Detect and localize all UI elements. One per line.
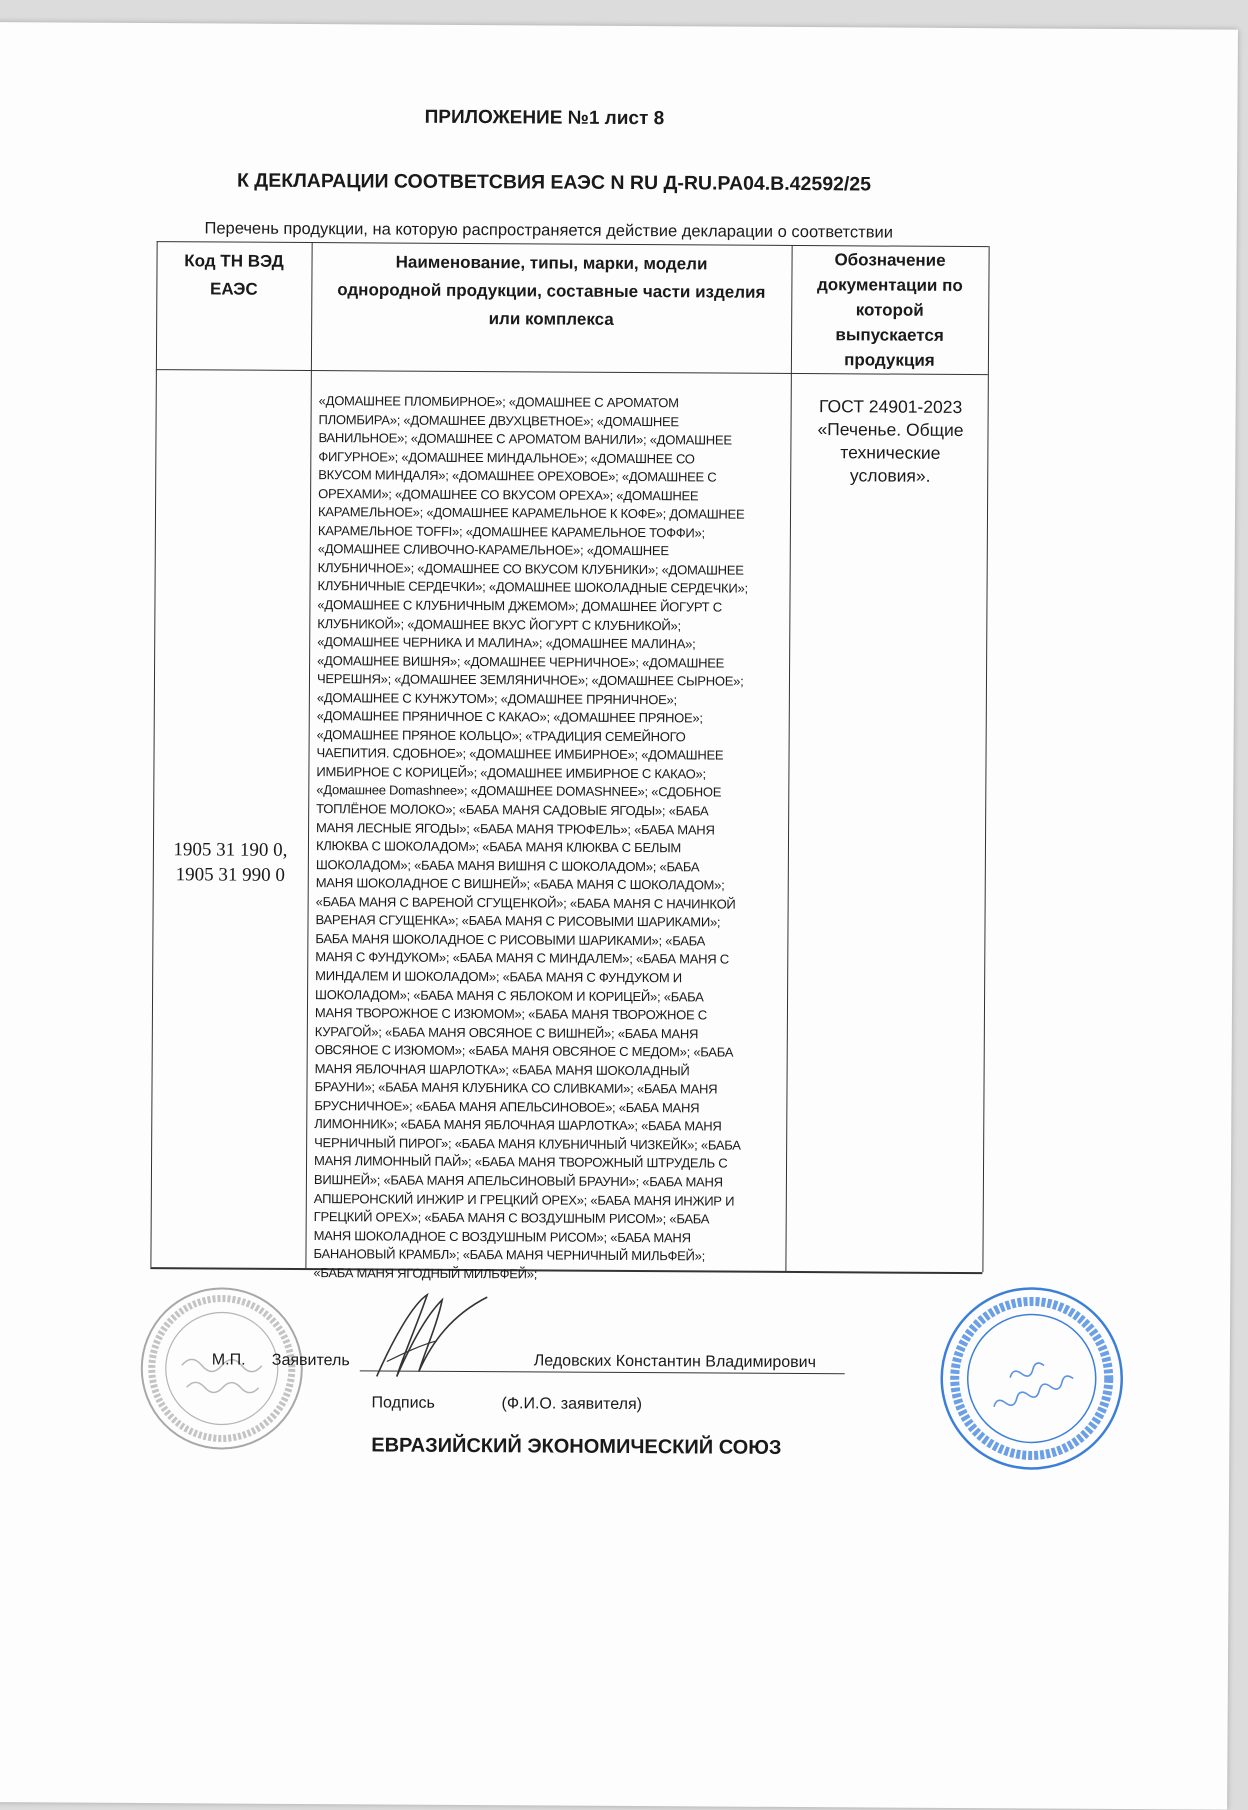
mp-label: М.П. [211,1351,246,1369]
header-line: или комплекса [488,309,614,329]
product-names [313,392,749,1285]
appendix-title: ПРИЛОЖЕНИЕ №1 лист 8 [424,106,665,130]
product-line: ГРЕЦКИЙ ОРЕХ»; «БАБА МАНЯ С ВОЗДУШНЫМ РИСОМ»; «БАБА [313,1209,710,1227]
product-line: МАНЯ С ФУНДУКОМ»; «БАБА МАНЯ С МИНДАЛЕМ»; «БАБА МАНЯ С [315,949,730,967]
product-line: МАНЯ ШОКОЛАДНОЕ С ВОЗДУШНЫМ РИСОМ»; «БАБА МАНЯ [313,1227,691,1245]
list-subtitle: Перечень продукции, на которую распространяется действие декларации о соответствии [204,219,894,242]
product-line: КЛУБНИЧНЫЕ СЕРДЕЧКИ»; «ДОМАШНЕЕ ШОКОЛАДНЫЕ СЕРДЕЧКИ»; [317,578,748,597]
applicant-label: Заявитель [271,1351,350,1370]
product-line: БРУСНИЧНОЕ»; «БАБА МАНЯ АПЕЛЬСИНОВОЕ»; «БАБА МАНЯ [314,1097,700,1116]
header-line: Наименование, типы, марки, модели [395,252,708,274]
product-line: «ДОМАШНЕЕ ПЛОМБИРНОЕ»; «ДОМАШНЕЕ С АРОМАТОМ [318,393,679,411]
header-line: Код ТН ВЭД [184,251,284,271]
product-line: БАНАНОВЫЙ КРАМБЛ»; «БАБА МАНЯ ЧЕРНИЧНЫЙ МИЛЬФЕЙ»; [313,1246,706,1264]
header-line: которой [855,300,924,320]
product-line: МАНЯ ЯБЛОЧНАЯ ШАРЛОТКА»; «БАБА МАНЯ ШОКОЛАДНЫЙ [314,1060,690,1079]
header-line: однородной продукции, составные части изделия [337,280,766,302]
product-line: БАБА МАНЯ ШОКОЛАДНОЕ С РИСОВЫМИ ШАРИКАМИ»; «БАБА [315,930,706,949]
header-code [156,247,311,304]
product-line: ВАРЕНАЯ СГУЩЕНКА»; «БАБА МАНЯ С РИСОВЫМИ ШАРИКАМИ»; [315,912,721,930]
product-line: БРАУНИ»; «БАБА МАНЯ КЛУБНИКА СО СЛИВКАМИ»; «БАБА МАНЯ [314,1079,718,1097]
table-border-left [150,241,157,1267]
product-line: КЛУБНИЧНОЕ»; «ДОМАШНЕЕ СО ВКУСОМ КЛУБНИКИ»; «ДОМАШНЕЕ [317,559,744,578]
product-line: ИМБИРНОЕ С КОРИЦЕЙ»; «ДОМАШНЕЕ ИМБИРНОЕ С КАКАО»; [316,764,706,782]
product-line: КУРАГОЙ»; «БАБА МАНЯ ОВСЯНОЕ С ВИШНЕЙ»; «БАБА МАНЯ [314,1023,699,1041]
header-line: Обозначение [834,250,946,270]
header-line: выпускается [835,325,944,345]
product-line: ТОПЛЁНОЕ МОЛОКО»; «БАБА МАНЯ САДОВЫЕ ЯГОДЫ»; «БАБА [316,801,709,819]
fio-label: (Ф.И.О. заявителя) [501,1395,643,1414]
header-product-name [311,248,792,335]
product-table [150,241,1096,1282]
product-line: МАНЯ ТВОРОЖНОЕ С ИЗЮМОМ»; «БАБА МАНЯ ТВОРОЖНОЕ С [314,1005,707,1023]
declaration-title: К ДЕКЛАРАЦИИ СООТВЕТСВИЯ ЕАЭС N RU Д-RU.PA04.B.42592/25 [236,169,872,196]
header-line: документации по [816,275,963,296]
product-line: «ДОМАШНЕЕ ПРЯНОЕ КОЛЬЦО»; «ТРАДИЦИЯ СЕМЕЙНОГО [316,726,686,745]
product-line: «ДОМАШНЕЕ С КУНЖУТОМ»; «ДОМАШНЕЕ ПРЯНИЧНОЕ»; [316,689,677,708]
applicant-name: Ледовских Константин Владимирович [533,1352,817,1372]
product-line: КЛУБНИКОЙ»; «ДОМАШНЕЕ ВКУС ЙОГУРТ С КЛУБНИКОЙ»; [317,615,681,633]
tn-ved-codes [153,837,308,888]
doc-line: технические [840,442,941,463]
product-line: ОРЕХАМИ»; «ДОМАШНЕЕ СО ВКУСОМ ОРЕХА»; «ДОМАШНЕЕ [318,485,699,504]
column-divider-1 [305,242,312,1268]
doc-line: «Печенье. Общие [817,419,964,441]
product-line: КЛЮКВА С ШОКОЛАДОМ»; «БАБА МАНЯ КЛЮКВА С БЕЛЫМ [315,838,682,856]
doc-line: условия». [849,465,931,486]
product-line: ЧЕРНИЧНЫЙ ПИРОГ»; «БАБА МАНЯ КЛУБНИЧНЫЙ ЧИЗКЕЙК»; «БАБА [314,1134,741,1153]
product-line: ШОКОЛАДОМ»; «БАБА МАНЯ С ЯБЛОКОМ И КОРИЦЕЙ»; «БАБА [315,986,704,1004]
product-line: КАРАМЕЛЬНОЕ»; «ДОМАШНЕЕ КАРАМЕЛЬНОЕ К КОФЕ»; ДОМАШНЕЕ [317,504,745,522]
product-line: «ДОМАШНЕЕ СЛИВОЧНО-КАРАМЕЛЬНОЕ»; «ДОМАШНЕЕ [317,541,669,559]
tn-ved-code: 1905 31 190 0, [173,839,288,861]
product-line: ШОКОЛАДОМ»; «БАБА МАНЯ ВИШНЯ С ШОКОЛАДОМ»; «БАБА [315,856,700,875]
product-line: МАНЯ ШОКОЛАДНОЕ С ВИШНЕЙ»; «БАБА МАНЯ С ШОКОЛАДОМ»; [315,875,725,893]
product-line: ВКУСОМ МИНДАЛЯ»; «ДОМАШНЕЕ ОРЕХОВОЕ»; «ДОМАШНЕЕ С [318,467,717,485]
handwritten-signature [367,1286,498,1387]
product-line: ЛИМОННИК»; «БАБА МАНЯ ЯБЛОЧНАЯ ШАРЛОТКА»; «БАБА МАНЯ [314,1116,722,1134]
product-line: ФИГУРНОЕ»; «ДОМАШНЕЕ МИНДАЛЬНОЕ»; «ДОМАШНЕЕ СО [318,448,695,467]
product-line: КАРАМЕЛЬНОЕ TOFFI»; «ДОМАШНЕЕ КАРАМЕЛЬНОЕ ТОФФИ»; [317,522,705,541]
product-line: «ДОМАШНЕЕ ПРЯНИЧНОЕ С КАКАО»; «ДОМАШНЕЕ ПРЯНОЕ»; [316,708,703,726]
product-line: «БАБА МАНЯ С ВАРЕНОЙ СГУЩЕНКОЙ»; «БАБА МАНЯ С НАЧИНКОЙ [315,893,736,912]
product-line: АПШЕРОНСКИЙ ИНЖИР И ГРЕЦКИЙ ОРЕХ»; «БАБА МАНЯ ИНЖИР И [313,1190,735,1209]
product-line: «ДОМАШНЕЕ С КЛУБНИЧНЫМ ДЖЕМОМ»; ДОМАШНЕЕ ЙОГУРТ С [317,597,722,615]
product-line: ВАНИЛЬНОЕ»; «ДОМАШНЕЕ С АРОМАТОМ ВАНИЛИ»; «ДОМАШНЕЕ [318,430,732,448]
product-line: «БАБА МАНЯ ЯГОДНЫЙ МИЛЬФЕЙ»; [313,1264,538,1282]
header-line: продукция [844,350,935,370]
product-line: ВИШНЕЙ»; «БАБА МАНЯ АПЕЛЬСИНОВЫЙ БРАУНИ»; «БАБА МАНЯ [313,1172,723,1190]
product-line: «ДОМАШНЕЕ ВИШНЯ»; «ДОМАШНЕЕ ЧЕРНИЧНОЕ»; «ДОМАШНЕЕ [317,652,725,671]
header-documentation [791,247,989,373]
product-line: ОВСЯНОЕ С ИЗЮМОМ»; «БАБА МАНЯ ОВСЯНОЕ С МЕДОМ»; «БАБА [314,1042,734,1060]
tn-ved-code: 1905 31 990 0 [175,864,285,886]
product-line: «Домашнее Domashnee»; «ДОМАШНЕЕ DOMASHNEE»; «СДОБНОЕ [316,782,722,801]
product-line: ЧАЕПИТИЯ. СДОБНОЕ»; «ДОМАШНЕЕ ИМБИРНОЕ»; «ДОМАШНЕЕ [316,745,724,763]
product-line: ПЛОМБИРА»; «ДОМАШНЕЕ ДВУХЦВЕТНОЕ»; «ДОМАШНЕЕ [318,411,679,429]
header-line: ЕАЭС [210,279,258,299]
column-divider-2 [785,245,792,1271]
product-line: «ДОМАШНЕЕ ЧЕРНИКА И МАЛИНА»; «ДОМАШНЕЕ МАЛИНА»; [317,634,696,652]
product-line: МАНЯ ЛИМОННЫЙ ПАЙ»; «БАБА МАНЯ ТВОРОЖНЫЙ ШТРУДЕЛЬ С [314,1153,728,1172]
company-stamp-right [931,1278,1132,1479]
doc-line: ГОСТ 24901-2023 [819,396,963,418]
documentation-standard [795,395,986,488]
product-line: ЧЕРЕШНЯ»; «ДОМАШНЕЕ ЗЕМЛЯНИЧНОЕ»; «ДОМАШНЕЕ СЫРНОЕ»; [316,671,744,689]
product-line: МИНДАЛЕМ И ШОКОЛАДОМ»; «БАБА МАНЯ С ФУНДУКОМ И [315,968,682,986]
eaeu-title: ЕВРАЗИЙСКИЙ ЭКОНОМИЧЕСКИЙ СОЮЗ [371,1434,782,1459]
document-page [0,22,1238,1810]
product-line: МАНЯ ЛЕСНЫЕ ЯГОДЫ»; «БАБА МАНЯ ТРЮФЕЛЬ»; «БАБА МАНЯ [316,819,715,838]
signature-label: Подпись [371,1394,435,1412]
